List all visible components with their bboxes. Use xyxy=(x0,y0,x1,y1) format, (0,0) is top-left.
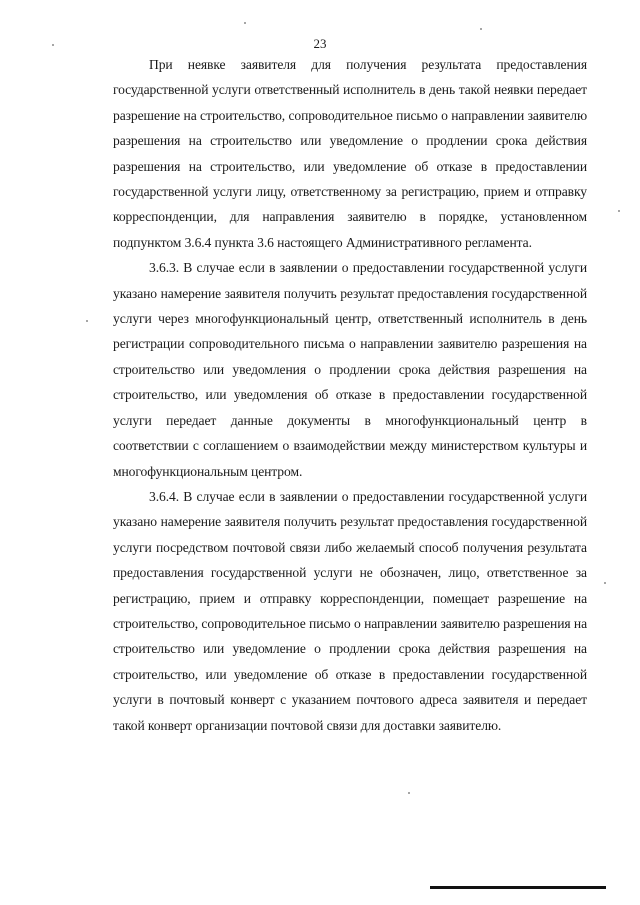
footnote-separator-line xyxy=(430,886,606,889)
paragraph-3-6-4: 3.6.4. В случае если в заявлении о предоставлении государственной услуги указано намерение заявителя получить результат предоставления государственной услуги посредством почтовой связи либо желаемый способ получения результата предоставления государственной услуги не обозначен, лицо, ответственное за регистрацию, прием и отправку корреспонденции, помещает разрешение на строительство, сопроводительное письмо о направлении заявителю разрешения на строительство или уведомление о продлении срока действия разрешения на строительство, или уведомление об отказе в предоставлении государственной услуги в почтовый конверт с указанием почтового адреса заявителя и передает такой конверт организации почтовой связи для доставки заявителю. xyxy=(113,488,587,733)
scan-speck xyxy=(52,44,54,46)
page-number: 23 xyxy=(313,36,327,51)
scan-speck xyxy=(86,320,88,322)
scan-speck xyxy=(604,582,606,584)
body-text xyxy=(113,52,587,738)
scan-speck xyxy=(244,22,246,24)
scan-speck xyxy=(618,210,620,212)
paragraph-3-6-3: 3.6.3. В случае если в заявлении о предоставлении государственной услуги указано намерение заявителя получить результат предоставления государственной услуги через многофункциональный центр, ответственный исполнитель в день регистрации сопроводительного письма о направлении заявителю разрешения на строительство или уведомления о продлении срока действия разрешения на строительство, или уведомления об отказе в предоставлении государственной услуги передает данные документы в многофункциональный центр в соответствии с соглашением о взаимодействии между министерством культуры и многофункциональным центром. xyxy=(113,260,587,479)
scan-speck xyxy=(408,792,410,794)
scan-speck xyxy=(480,28,482,30)
paragraph-delivery-on-no-show: При неявке заявителя для получения результата предоставления государственной услуги ответственный исполнитель в день такой неявки передает разрешение на строительство, сопроводительное письмо о направлении заявителю разрешения на строительство или уведомление о продлении срока действия разрешения на строительство, или уведомление об отказе в предоставлении государственной услуги лицу, ответственному за регистрацию, прием и отправку корреспонденции, для направления заявителю в порядке, установленном подпунктом 3.6.4 пункта 3.6 настоящего Административного регламента. xyxy=(113,57,587,250)
